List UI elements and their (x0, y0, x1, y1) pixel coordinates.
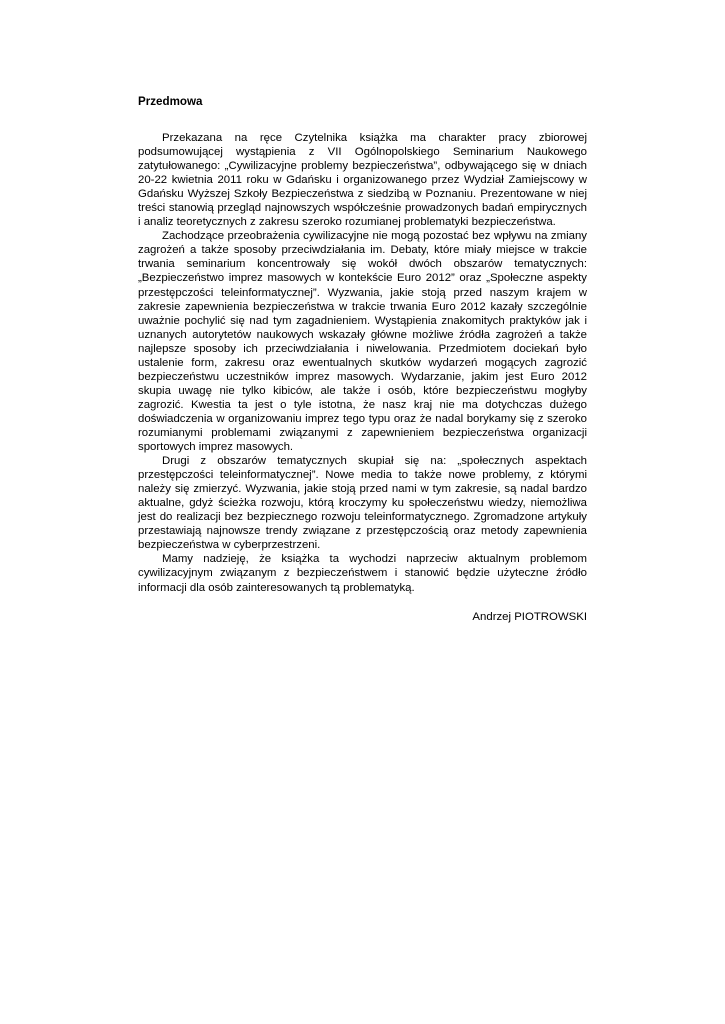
paragraph-3: Drugi z obszarów tematycznych skupiał się na: „społecznych aspektach przestępczości teleinformatycznej”. Nowe media to także nowe problemy, z którymi należy się zmierzyć. Wyzwania, jakie stoją przed nami w tym zakresie, są nadal bardzo aktualne, gdyż ścieżka rozwoju, którą kroczymy ku społeczeństwu wiedzy, niemożliwa jest do realizacji bez bezpiecznego rozwoju teleinformatycznego. Zgromadzone artykuły przestawiają najnowsze trendy związane z przestępczością oraz metody zapewnienia bezpieczeństwa w cyberprzestrzeni. (138, 455, 587, 552)
paragraph-1: Przekazana na ręce Czytelnika książka ma charakter pracy zbiorowej podsumowującej wystąpienia z VII Ogólnopolskiego Seminarium Naukowego zatytułowanego: „Cywilizacyjne problemy bezpieczeństwa”, odbywającego się w dniach 20-22 kwietnia 2011 roku w Gdańsku i organizowanego przez Wydział Zamiejscowy w Gdańsku Wyższej Szkoły Bezpieczeństwa z siedzibą w Poznaniu. Prezentowane w niej treści stanowią przegląd najnowszych współcześnie prowadzonych badań empirycznych i analiz teoretycznych z zakresu szeroko rozumianej problematyki bezpieczeństwa. (138, 132, 587, 229)
paragraph-4: Mamy nadzieję, że książka ta wychodzi naprzeciw aktualnym problemom cywilizacyjnym związanym z bezpieczeństwem i stanowić będzie użyteczne źródło informacji dla osób zainteresowanych tą problematyką. (138, 553, 587, 594)
page-title: Przedmowa (138, 95, 203, 108)
document-body (138, 95, 587, 624)
author-signature: Andrzej PIOTROWSKI (472, 610, 587, 623)
paragraph-2: Zachodzące przeobrażenia cywilizacyjne nie mogą pozostać bez wpływu na zmiany zagrożeń a także sposoby przeciwdziałania im. Debaty, które miały miejsce w trakcie trwania seminarium koncentrowały się wokół dwóch obszarów tematycznych: „Bezpieczeństwo imprez masowych w kontekście Euro 2012” oraz „Społeczne aspekty przestępczości teleinformatycznej”. Wyzwania, jakie stoją przed naszym krajem w zakresie zapewnienia bezpieczeństwa w trakcie trwania Euro 2012 kazały szczególnie uważnie pochylić się nad tym zagadnieniem. Wystąpienia znakomitych praktyków jak i uznanych autorytetów naukowych wskazały główne możliwe źródła zagrożeń a także najlepsze sposoby ich przeciwdziałania i niwelowania. Przedmiotem dociekań było ustalenie form, zakresu oraz ewentualnych skutków wydarzeń mogących zagrozić bezpieczeństwu uczestników imprez masowych. Wydarzanie, jakim jest Euro 2012 skupia uwagę nie tylko kibiców, ale także i osób, które bezpieczeństwu mogłyby zagrozić. Kwestia ta jest o tyle istotna, że nasz kraj nie ma dotychczas dużego doświadczenia w organizowaniu imprez tego typu oraz że nadal borykamy się z szeroko rozumianymi problemami związanymi z zapewnieniem bezpieczeństwa organizacji sportowych imprez masowych. (138, 230, 587, 454)
